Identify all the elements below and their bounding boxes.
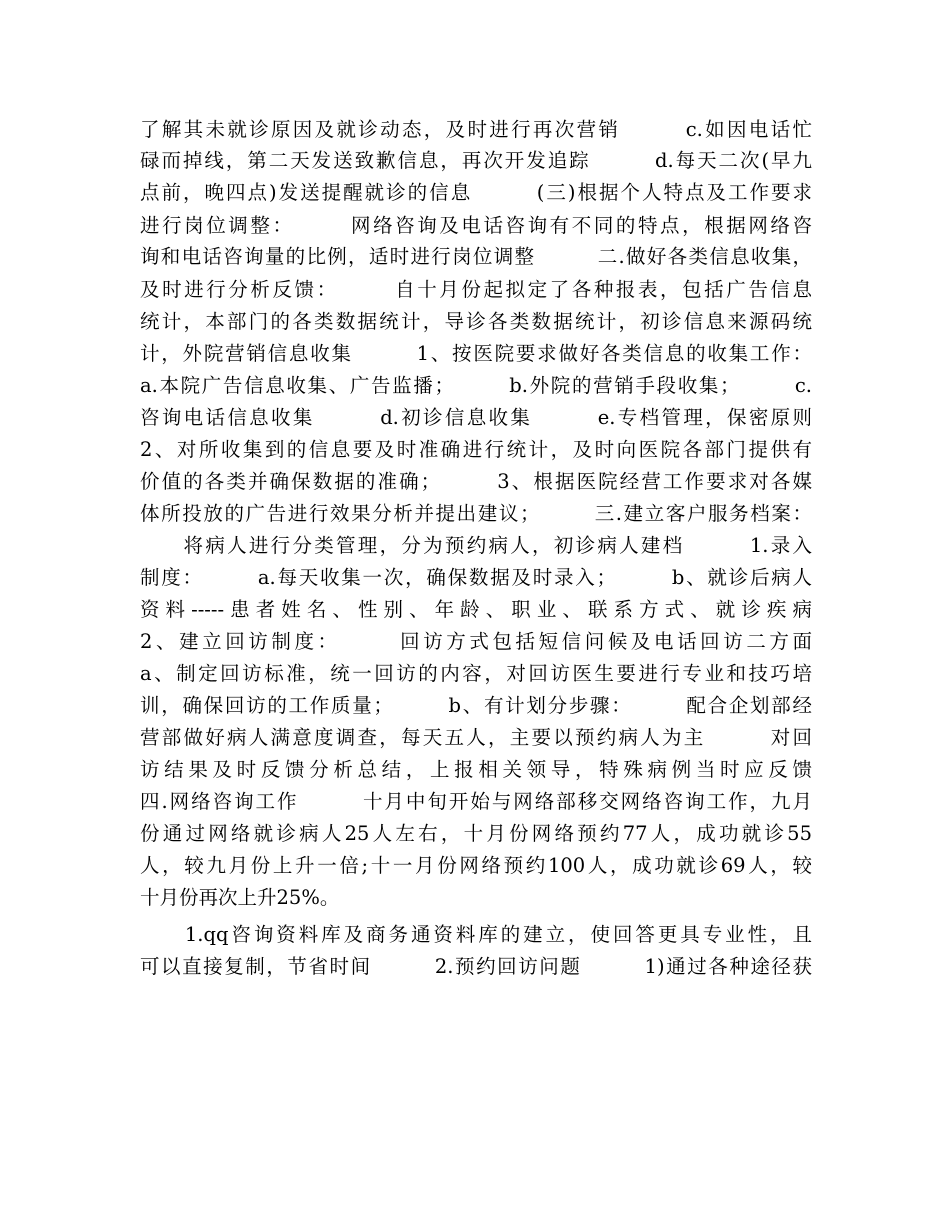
text-line: 咨询电话信息收集 d.初诊信息收集 e.专档管理，保密原则 — [140, 406, 812, 429]
text-line: 份通过网络就诊病人25人左右，十月份网络预约77人，成功就诊55 — [140, 822, 812, 845]
text-line: 价值的各类并确保数据的准确； 3、根据医院经营工作要求对各媒 — [140, 470, 812, 493]
text-line: 计，外院营销信息收集 1、按医院要求做好各类信息的收集工作： — [140, 342, 812, 365]
text-line: 进行岗位调整： 网络咨询及电话咨询有不同的特点，根据网络咨 — [140, 214, 812, 237]
text-line: 将病人进行分类管理，分为预约病人，初诊病人建档 1.录入 — [140, 534, 812, 557]
text-line: 人，较九月份上升一倍;十一月份网络预约100人，成功就诊69人，较 — [140, 854, 812, 877]
text-line: 点前，晚四点)发送提醒就诊的信息 (三)根据个人特点及工作要求 — [140, 181, 812, 204]
text-line: 2、建立回访制度： 回访方式包括短信问候及电话回访二方面 — [140, 630, 812, 653]
text-line: 1.qq咨询资料库及商务通资料库的建立，使回答更具专业性，且 — [140, 923, 812, 946]
text-line: 训，确保回访的工作质量； b、有计划分步骤： 配合企划部经 — [140, 694, 812, 717]
text-line: 可以直接复制，节省时间 2.预约回访问题 1)通过各种途径获 — [140, 955, 812, 978]
text-line: 统计，本部门的各类数据统计，导诊各类数据统计，初诊信息来源码统 — [140, 310, 812, 333]
text-line: 询和电话咨询量的比例，适时进行岗位调整 二.做好各类信息收集， — [140, 245, 812, 268]
text-line: 及时进行分析反馈： 自十月份起拟定了各种报表，包括广告信息 — [140, 278, 812, 301]
text-line: a、制定回访标准，统一回访的内容，对回访医生要进行专业和技巧培 — [140, 662, 812, 685]
text-line: 2、对所收集到的信息要及时准确进行统计，及时向医院各部门提供有 — [140, 438, 812, 461]
text-line: a.本院广告信息收集、广告监播； b.外院的营销手段收集； c. — [140, 374, 812, 397]
text-line: 营部做好病人满意度调查，每天五人，主要以预约病人为主 对回 — [140, 726, 812, 749]
text-line: 制度： a.每天收集一次，确保数据及时录入； b、就诊后病人 — [140, 566, 812, 589]
text-line: 碌而掉线，第二天发送致歉信息，再次开发追踪 d.每天二次(早九 — [140, 149, 812, 172]
text-line: 资料-----患者姓名、性别、年龄、职业、联系方式、就诊疾病 — [140, 598, 812, 621]
text-line: 体所投放的广告进行效果分析并提出建议； 三.建立客户服务档案： — [140, 502, 812, 525]
text-line: 十月份再次上升25%。 — [140, 886, 340, 909]
text-line: 了解其未就诊原因及就诊动态，及时进行再次营销 c.如因电话忙 — [140, 118, 812, 141]
text-line: 访结果及时反馈分析总结，上报相关领导，特殊病例当时应反馈 — [140, 758, 812, 781]
text-line: 四.网络咨询工作 十月中旬开始与网络部移交网络咨询工作，九月 — [140, 790, 812, 813]
